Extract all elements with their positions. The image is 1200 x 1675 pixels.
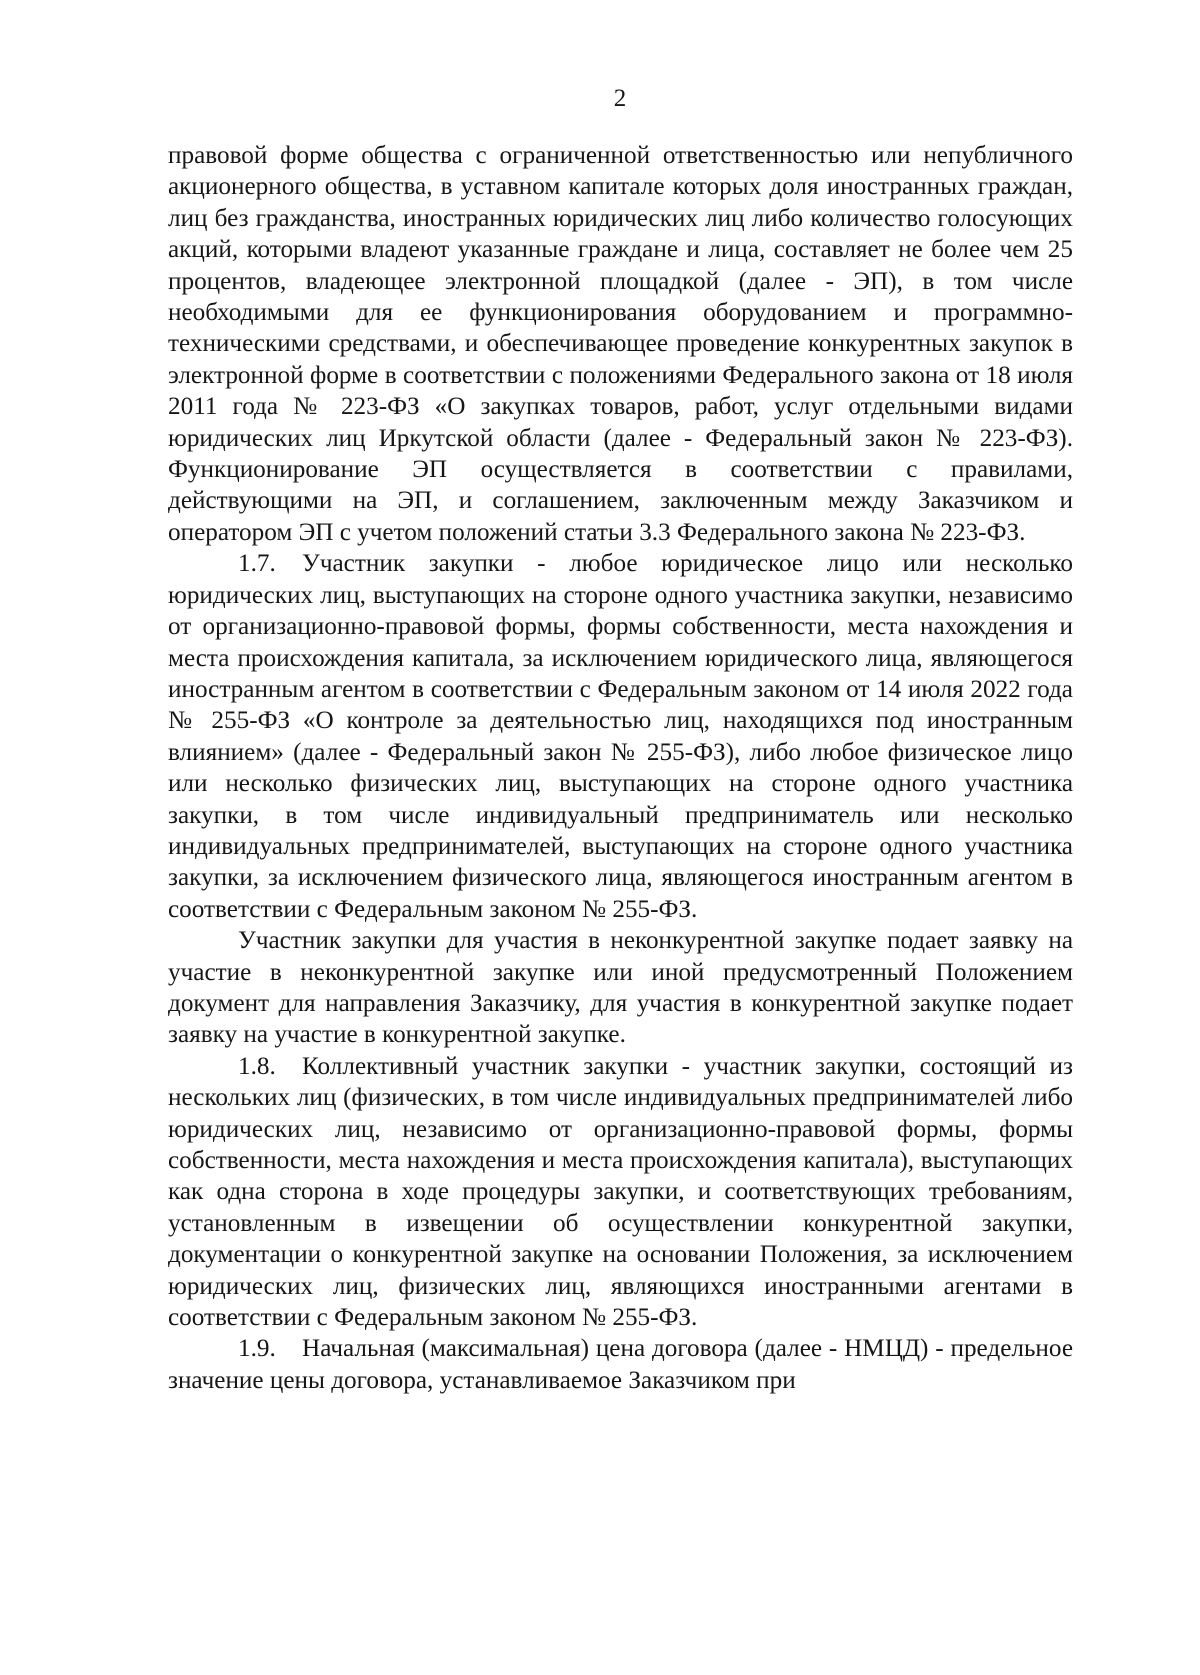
paragraph-text: Участник закупки - любое юридическое лицо или несколько юридических лиц, выступающих на стороне одного участника закупки, независимо от организационно-правовой формы, формы собственности, места нахождения и места происхождения капитала, за исключением юридического лица, являющегося иностранным агентом в соответствии с Федеральным законом от 14 июля 2022 года № 255-ФЗ «О контроле за деятельностью лиц, находящихся под иностранным влиянием» (далее - Федеральный закон № 255-ФЗ), либо любое физическое лицо или несколько физических лиц, выступающих на стороне одного участника закупки, в том числе индивидуальный предприниматель или несколько индивидуальных предпринимателей, выступающих на стороне одного участника закупки, за исключением физического лица, являющегося иностранным агентом в соответствии с Федеральным законом № 255-ФЗ. bbox=[168, 550, 1073, 923]
paragraph-number: 1.8. bbox=[238, 1052, 276, 1080]
paragraph-1-9 bbox=[168, 1333, 1073, 1396]
paragraph-number: 1.9. bbox=[238, 1335, 276, 1363]
paragraph-continuation bbox=[168, 140, 1073, 548]
paragraph-text: Участник закупки для участия в неконкурентной закупке подает заявку на участие в неконкурентной закупке или иной предусмотренный Положением документ для направления Заказчику, для участия в конкурентной закупке подает заявку на участие в конкурентной закупке. bbox=[168, 927, 1073, 1049]
paragraph-text: правовой форме общества с ограниченной ответственностью или непубличного акционерного общества, в уставном капитале которых доля иностранных граждан, лиц без гражданства, иностранных юридических лиц либо количество голосующих акций, которыми владеют указанные граждане и лица, составляет не более чем 25 процентов, владеющее электронной площадкой (далее - ЭП), в том числе необходимыми для ее функционирования оборудованием и программно-техническими средствами, и обеспечивающее проведение конкурентных закупок в электронной форме в соответствии с положениями Федерального закона от 18 июля 2011 года № 223-ФЗ «О закупках товаров, работ, услуг отдельными видами юридических лиц Иркутской области (далее - Федеральный закон № 223-ФЗ). Функционирование ЭП осуществляется в соответствии с правилами, действующими на ЭП, и соглашением, заключенным между Заказчиком и оператором ЭП с учетом положений статьи 3.3 Федерального закона № 223-ФЗ. bbox=[168, 142, 1073, 546]
document-body bbox=[168, 140, 1073, 1396]
paragraph-1-8 bbox=[168, 1051, 1073, 1334]
paragraph-number: 1.7. bbox=[238, 550, 276, 578]
paragraph-1-7-participation bbox=[168, 925, 1073, 1051]
paragraph-1-7 bbox=[168, 548, 1073, 925]
page-number: 2 bbox=[613, 85, 627, 112]
paragraph-text: Коллективный участник закупки - участник закупки, состоящий из нескольких лиц (физических, в том числе индивидуальных предпринимателей либо юридических лиц, независимо от организационно-правовой формы, формы собственности, места нахождения и места происхождения капитала), выступающих как одна сторона в ходе процедуры закупки, и соответствующих требованиям, установленным в извещении об осуществлении конкурентной закупки, документации о конкурентной закупке на основании Положения, за исключением юридических лиц, физических лиц, являющихся иностранными агентами в соответствии с Федеральным законом № 255-ФЗ. bbox=[168, 1052, 1073, 1332]
paragraph-text: Начальная (максимальная) цена договора (далее - НМЦД) - предельное значение цены договора, устанавливаемое Заказчиком при bbox=[168, 1335, 1073, 1394]
